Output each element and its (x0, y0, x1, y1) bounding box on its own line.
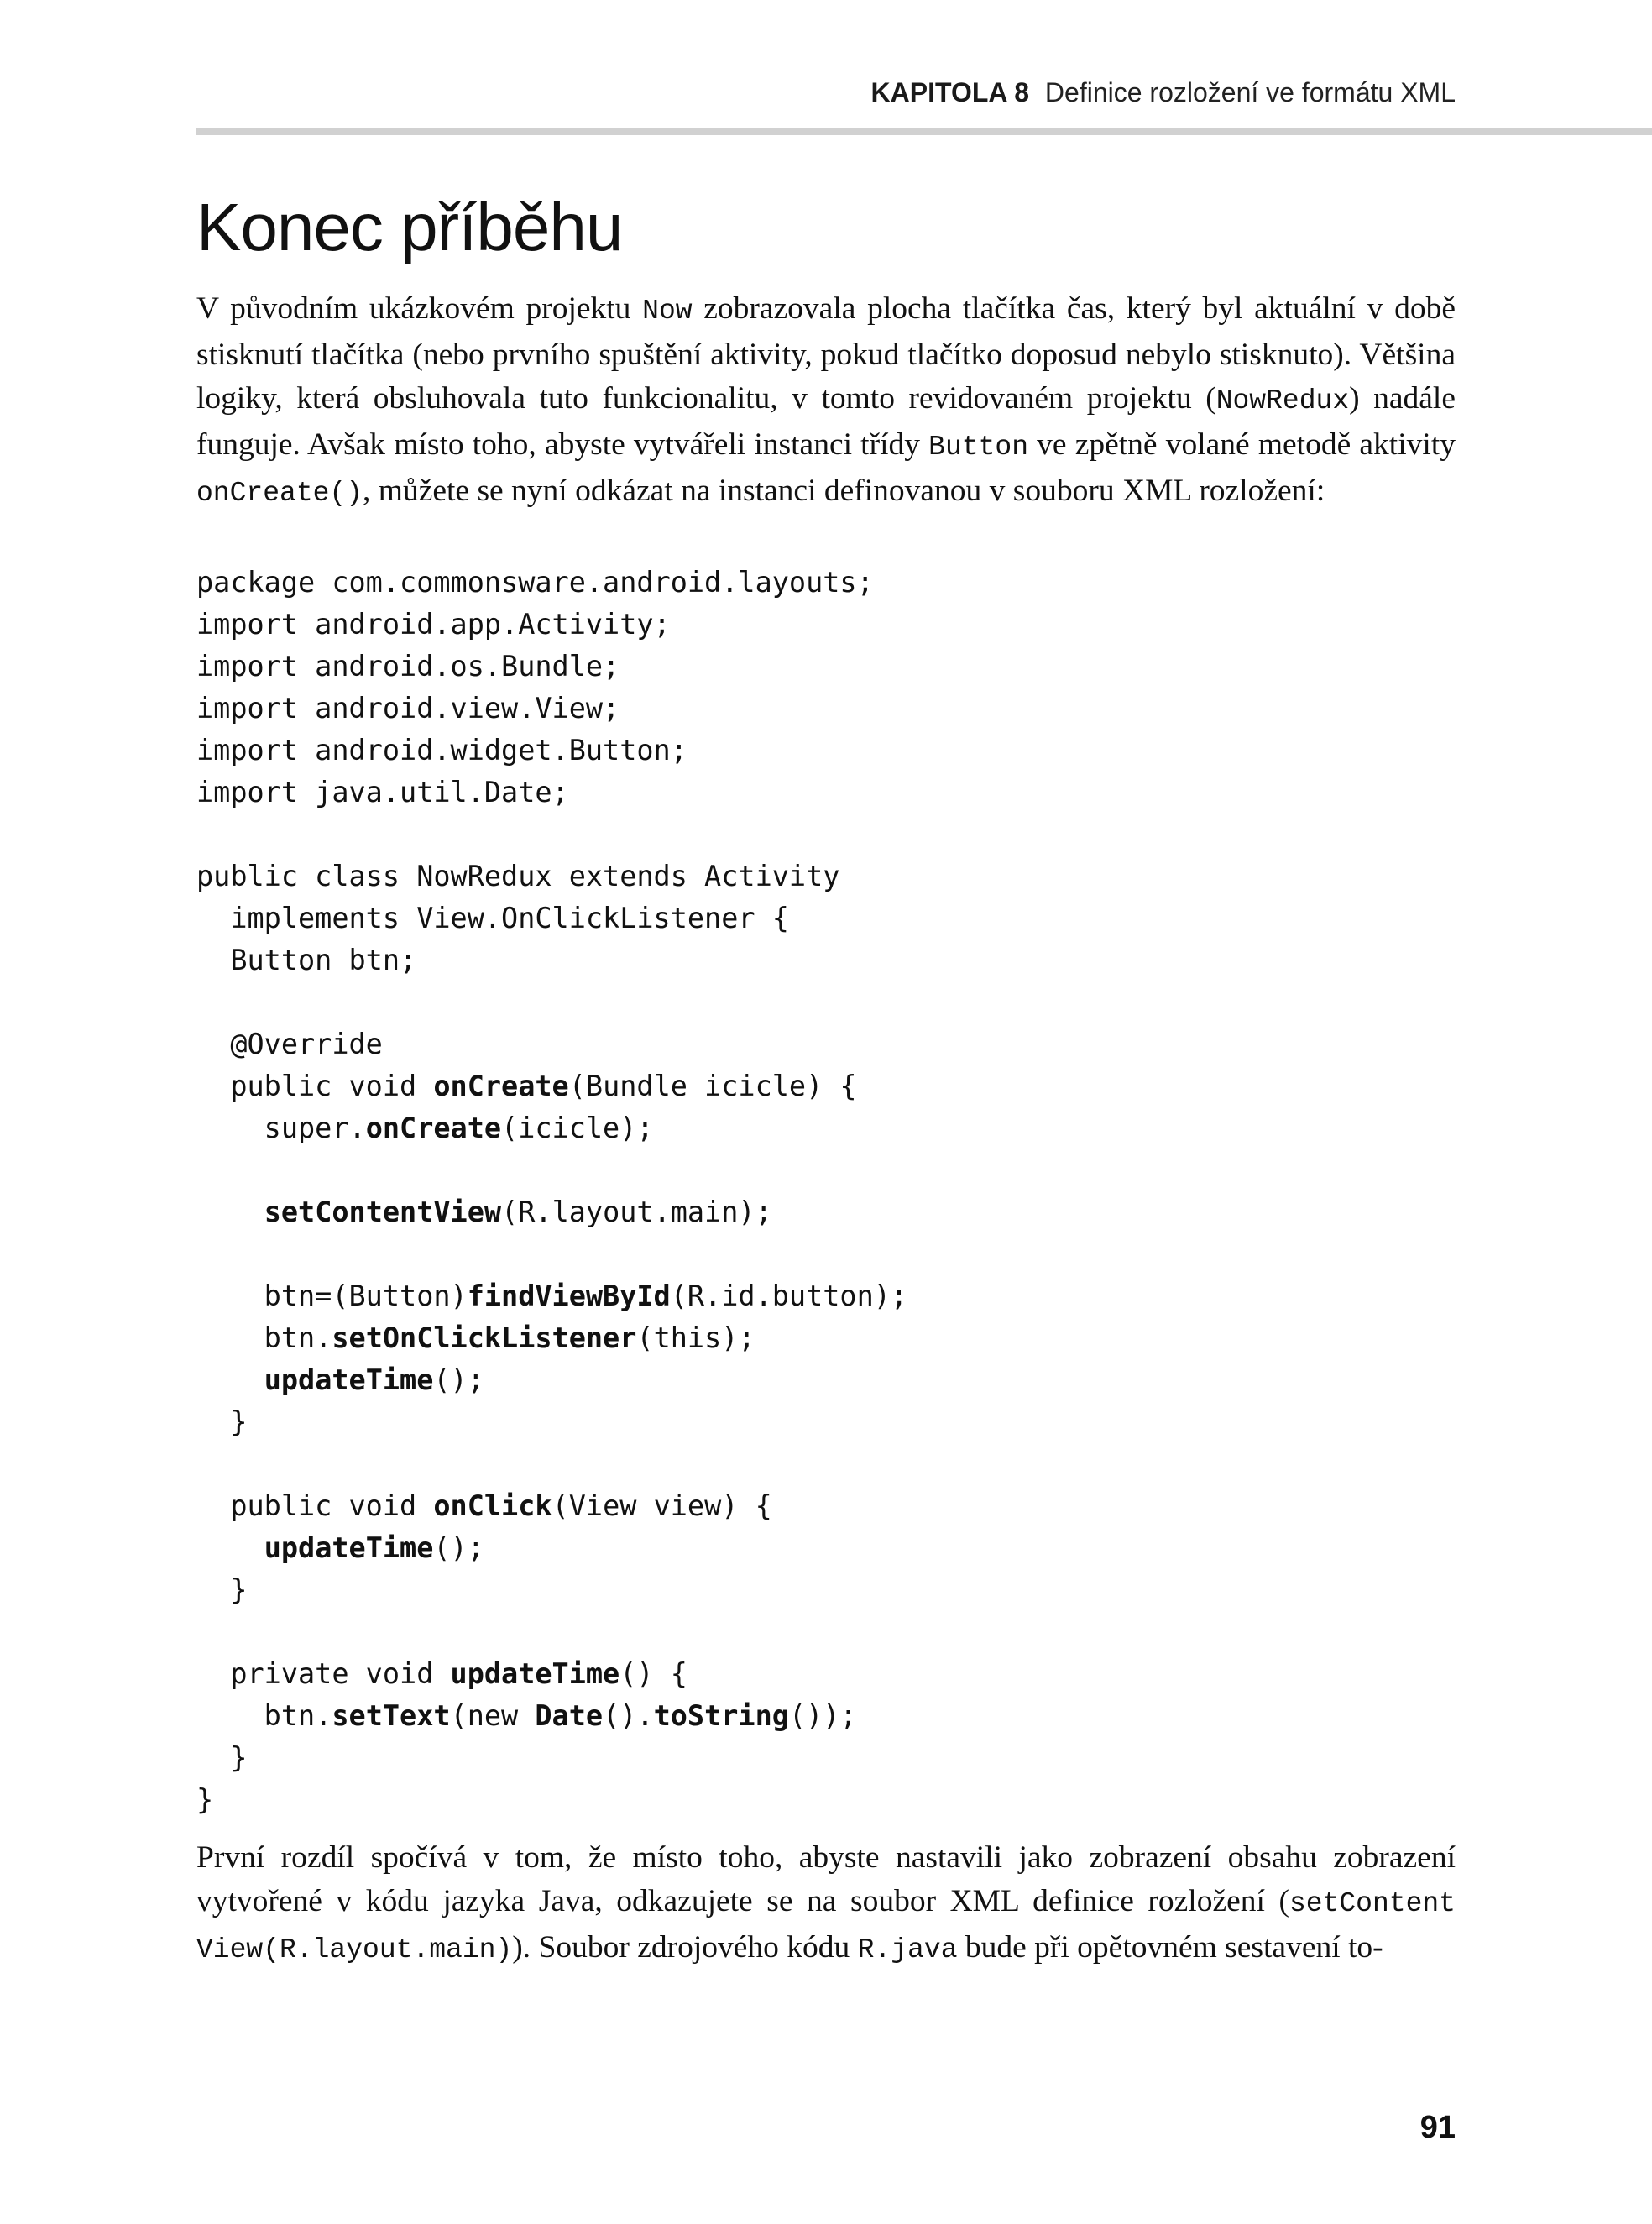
code-line (196, 1275, 907, 1317)
code-line: } (196, 1405, 248, 1438)
code-method: Date (535, 1699, 604, 1732)
code-token: (new (450, 1699, 536, 1732)
outro-text-2: ). Soubor zdrojového kódu (512, 1930, 858, 1965)
code-line (196, 1317, 907, 1359)
code-listing (196, 562, 907, 1821)
running-head (871, 77, 1456, 108)
code-blank-line (196, 981, 907, 1023)
code-method: onCreate (433, 1070, 569, 1102)
intro-text-3: ) nadále funguje. Avšak místo toho, abyste vytvářeli instanci třídy (196, 381, 1456, 462)
code-line: } (196, 1741, 248, 1774)
code-line (196, 1191, 907, 1233)
code-method: updateTime (264, 1531, 434, 1564)
code-line (196, 1653, 907, 1695)
code-line: import android.app.Activity; (196, 608, 671, 641)
code-token: (View view) { (552, 1489, 772, 1522)
code-method: findViewById (467, 1279, 671, 1312)
code-blank-line (196, 1149, 907, 1191)
code-line: import android.widget.Button; (196, 734, 687, 767)
code-line: import java.util.Date; (196, 776, 569, 808)
code-method: setOnClickListener (332, 1321, 637, 1354)
code-line (196, 1695, 907, 1737)
code-token: (Bundle icicle) { (568, 1070, 857, 1102)
code-line (196, 1485, 907, 1527)
page-number: 91 (1419, 2110, 1456, 2145)
code-token: public void (196, 1489, 434, 1522)
outro-text-3: bude při opětovném sestavení to- (957, 1930, 1383, 1965)
intro-code-4: onCreate() (196, 478, 363, 509)
intro-code-3: Button (928, 432, 1028, 463)
chapter-title: Definice rozložení ve formátu XML (1044, 77, 1456, 107)
intro-text-4: ve zpětně volané metodě aktivity (1028, 427, 1456, 462)
section-title: Konec příběhu (196, 190, 623, 264)
chapter-label: KAPITOLA 8 (870, 77, 1030, 107)
intro-text-2: zobrazovala plocha tlačítka čas, který byl aktuální v době stisknutí tlačítka (nebo prvního spuštění aktivity, pokud tlačítko doposud nebylo stisknuto). Většina logiky, která obsluhovala tuto funkcionalitu, v tomto revidovaném projektu ( (196, 291, 1456, 416)
code-token: (R.layout.main); (501, 1196, 772, 1228)
code-token: (this); (636, 1321, 755, 1354)
code-token: private void (196, 1657, 451, 1690)
intro-text-5: , můžete se nyní odkázat na instanci definovanou v souboru XML rozložení: (363, 474, 1325, 508)
code-blank-line (196, 1233, 907, 1275)
intro-paragraph (196, 287, 1456, 515)
code-token: (); (433, 1363, 484, 1396)
code-method: updateTime (264, 1363, 434, 1396)
code-method: updateTime (450, 1657, 620, 1690)
outro-code-2: R.java (857, 1934, 958, 1965)
code-method: setContentView (264, 1196, 502, 1228)
code-token: super. (196, 1112, 366, 1144)
outro-text-1: První rozdíl spočívá v tom, že místo toho, abyste nastavili jako zobrazení obsahu zobrazení vytvořené v kódu jazyka Java, odkazujete se na soubor XML definice rozložení ( (196, 1840, 1456, 1918)
intro-text-1: V původním ukázkovém projektu (196, 291, 643, 326)
code-line (196, 1527, 907, 1569)
code-method: toString (653, 1699, 789, 1732)
code-token: ()); (788, 1699, 857, 1732)
code-token: btn=(Button) (196, 1279, 468, 1312)
code-token (196, 1363, 264, 1396)
code-token: (icicle); (501, 1112, 654, 1144)
code-method: onCreate (365, 1112, 502, 1144)
code-line: @Override (196, 1028, 383, 1060)
code-token (196, 1196, 264, 1228)
intro-code-2: NowRedux (1215, 385, 1350, 416)
code-blank-line (196, 1611, 907, 1653)
code-line: } (196, 1783, 214, 1816)
code-line: import android.view.View; (196, 692, 620, 725)
code-line: public class NowRedux extends Activity (196, 860, 840, 892)
code-blank-line (196, 1443, 907, 1485)
code-blank-line (196, 814, 907, 856)
code-token: btn. (196, 1699, 332, 1732)
code-line: Button btn; (196, 944, 417, 976)
code-line: package com.commonsware.android.layouts; (196, 566, 874, 599)
outro-code-1: setContent View(R.layout.main) (196, 1888, 1456, 1965)
code-token: btn. (196, 1321, 332, 1354)
code-line (196, 1065, 907, 1107)
code-token: (R.id.button); (670, 1279, 908, 1312)
code-line: } (196, 1573, 248, 1606)
code-line (196, 1359, 907, 1401)
code-token: (); (433, 1531, 484, 1564)
code-method: setText (332, 1699, 451, 1732)
header-rule (196, 128, 1652, 135)
code-line (196, 1107, 907, 1149)
outro-paragraph (196, 1836, 1456, 1972)
code-token: (). (603, 1699, 654, 1732)
code-line: import android.os.Bundle; (196, 650, 620, 683)
code-token: public void (196, 1070, 434, 1102)
intro-code-1: Now (642, 296, 693, 327)
code-token: () { (620, 1657, 687, 1690)
code-token (196, 1531, 264, 1564)
code-line: implements View.OnClickListener { (196, 902, 789, 934)
code-method: onClick (433, 1489, 552, 1522)
